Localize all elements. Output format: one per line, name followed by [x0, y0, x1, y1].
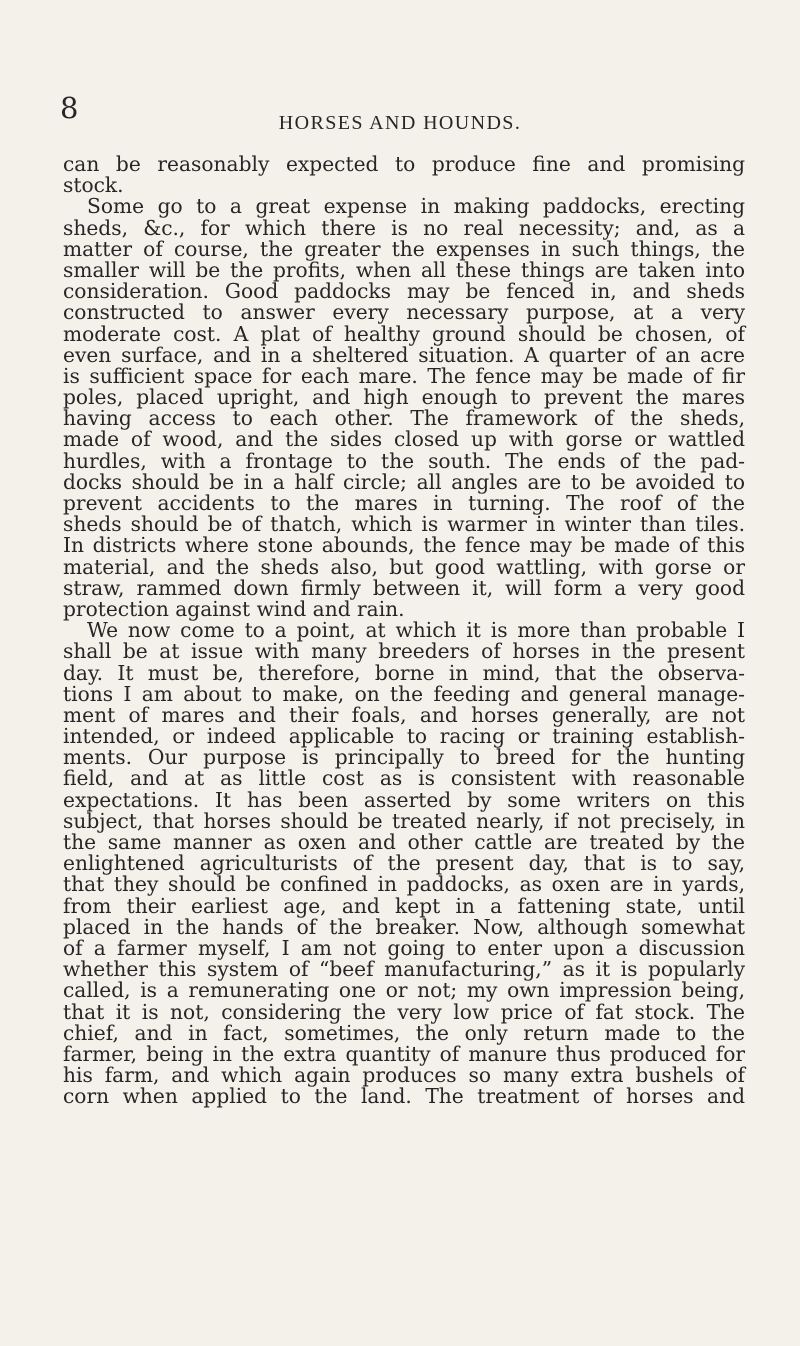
text-line: prevent accidents to the mares in turning. The roof of the: [63, 491, 745, 515]
text-line: placed in the hands of the breaker. Now, although somewhat: [63, 914, 745, 939]
text-line: field, and at as little cost as is consistent with reasonable: [63, 766, 745, 791]
text-line: moderate cost. A plat of healthy ground should be chosen, of: [63, 321, 745, 346]
text-line: matter of course, the greater the expenses in such things, the: [63, 236, 745, 261]
text-line: shall be at issue with many breeders of horses in the present: [63, 639, 745, 664]
text-line: that it is not, considering the very low price of fat stock. The: [63, 999, 745, 1024]
text-line: sheds, &c., for which there is no real necessity; and, as a: [63, 215, 745, 240]
text-line: made of wood, and the sides closed up with gorse or wattled: [63, 427, 745, 452]
text-line: Some go to a great expense in making paddocks, erecting: [87, 194, 745, 219]
running-head: HORSES AND HOUNDS.: [278, 112, 522, 134]
text-line: expectations. It has been asserted by some writers on this: [63, 787, 745, 812]
text-line: sheds should be of thatch, which is warmer in winter than tiles.: [63, 512, 745, 537]
text-line: In districts where stone abounds, the fence may be made of this: [63, 533, 745, 558]
text-line: having access to each other. The framework of the sheds,: [63, 406, 745, 431]
text-line: that they should be confined in paddocks, as oxen are in yards,: [63, 872, 745, 897]
text-line: hurdles, with a frontage to the south. The ends of the pad-: [63, 448, 745, 473]
text-line: his farm, and which again produces so many extra bushels of: [63, 1063, 745, 1088]
text-line: chief, and in fact, sometimes, the only return made to the: [63, 1020, 745, 1045]
text-line: protection against wind and rain.: [63, 596, 405, 621]
text-line: farmer, being in the extra quantity of manure thus produced for: [63, 1041, 745, 1066]
text-line: whether this system of “beef manufacturing,” as it is popularly: [63, 957, 745, 982]
text-line: material, and the sheds also, but good wattling, with gorse or: [63, 554, 745, 579]
text-line: can be reasonably expected to produce fine and promising: [63, 152, 745, 176]
text-line: consideration. Good paddocks may be fenced in, and sheds: [63, 279, 745, 304]
text-line: docks should be in a half circle; all angles are to be avoided to: [63, 469, 745, 494]
text-line: from their earliest age, and kept in a fattening state, until: [63, 893, 745, 918]
text-line: is sufficient space for each mare. The fence may be made of fir: [63, 363, 745, 388]
text-line: ments. Our purpose is principally to breed for the hunting: [63, 745, 745, 770]
text-line: ment of mares and their foals, and horses generally, are not: [63, 702, 745, 727]
text-line: day. It must be, therefore, borne in mind, that the observa-: [63, 660, 745, 685]
text-line: intended, or indeed applicable to racing or training establish-: [63, 724, 745, 749]
text-line: poles, placed upright, and high enough to prevent the mares: [63, 385, 745, 410]
text-line: straw, rammed down firmly between it, will form a very good: [63, 575, 745, 600]
text-line: of a farmer myself, I am not going to enter upon a discussion: [63, 935, 745, 960]
text-line: subject, that horses should be treated nearly, if not precisely, in: [63, 808, 745, 833]
body-text: [63, 154, 745, 1107]
text-line: corn when applied to the land. The treatment of horses and: [63, 1084, 745, 1109]
text-line: called, is a remunerating one or not; my own impression being,: [63, 978, 745, 1003]
text-line: constructed to answer every necessary purpose, at a very: [63, 300, 745, 325]
text-line: even surface, and in a sheltered situation. A quarter of an acre: [63, 342, 745, 367]
text-line: enlightened agriculturists of the present day, that is to say,: [63, 851, 745, 876]
text-line: tions I am about to make, on the feeding and general manage-: [63, 681, 745, 706]
text-line: smaller will be the profits, when all these things are taken into: [63, 257, 745, 282]
text-line: stock.: [63, 173, 124, 198]
text-line: the same manner as oxen and other cattle are treated by the: [63, 830, 745, 854]
page-number: 8: [60, 91, 79, 125]
text-line: We now come to a point, at which it is more than probable I: [87, 618, 745, 643]
